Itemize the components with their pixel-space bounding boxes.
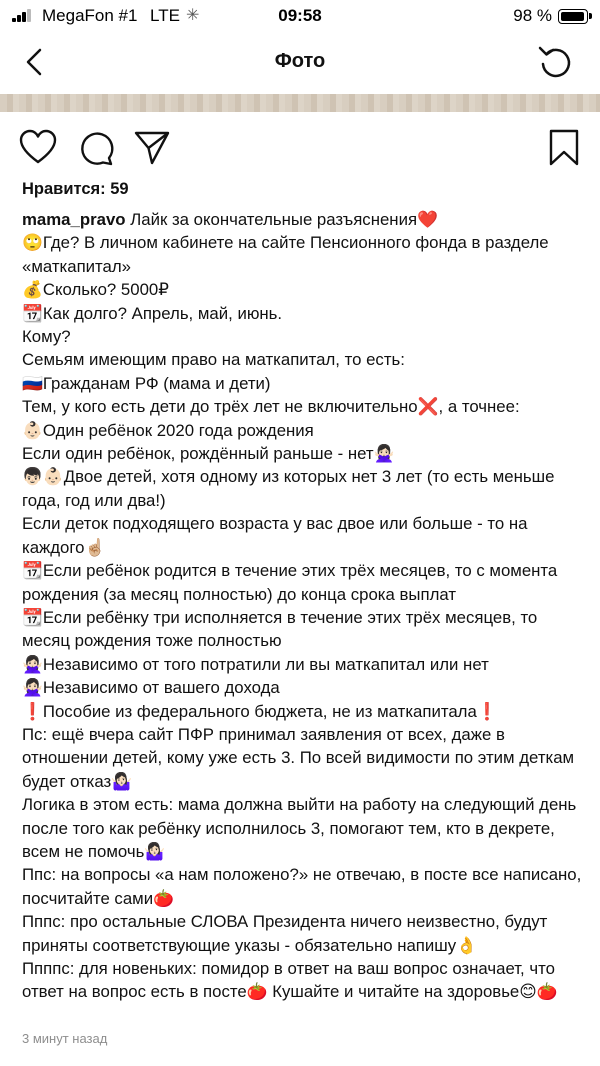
- share-button[interactable]: [132, 128, 172, 168]
- caption-line: 💰Сколько? 5000₽: [22, 280, 169, 300]
- caption-line: 🙄Где? В личном кабинете на сайте Пенсионного фонда в разделе «маткапитал»: [22, 233, 549, 276]
- likes-count[interactable]: Нравится: 59: [22, 180, 129, 198]
- post-timestamp: 3 минут назад: [22, 1031, 108, 1046]
- clock: 09:58: [278, 6, 322, 25]
- post-caption: [22, 208, 584, 1004]
- bookmark-icon: [544, 128, 584, 168]
- caption-line: 🙅🏻‍♀️Независимо от того потратили ли вы маткапитал или нет: [22, 654, 489, 674]
- caption-line: 📆Если ребёнку три исполняется в течение этих трёх месяцев, то месяц рождения тоже полностью: [22, 607, 538, 651]
- page-title: Фото: [274, 50, 326, 72]
- status-bar: [0, 0, 600, 32]
- caption-line: 👦🏻👶🏻Двое детей, хотя одному из которых нет 3 лет (то есть меньше года, год или два!): [22, 467, 555, 510]
- caption-line: ❗️Пособие из федерального бюджета, не из маткапитала❗️: [22, 701, 498, 721]
- caption-line: Логика в этом есть: мама должна выйти на работу на следующий день после того как ребёнку исполнилось 3, помогают тем, кто в декрете, всем не помочь🤷🏻‍♀️: [22, 795, 577, 861]
- caption-line: Пс: ещё вчера сайт ПФР принимал заявления от всех, даже в отношении детей, кому уже есть 3. По всей видимости по этим деткам будет отказ🤷🏻‍♀️: [22, 724, 575, 791]
- caption-first-line: [22, 208, 584, 231]
- caption-line: 📆Как долго? Апрель, май, июнь.: [22, 303, 283, 323]
- caption-line: Если деток подходящего возраста у вас двое или больше - то на каждого☝🏼: [22, 514, 528, 557]
- caption-line: 📆Если ребёнок родится в течение этих трёх месяцев, то с момента рождения (за месяц полностью) до конца срока выплат: [22, 561, 558, 604]
- post-photo[interactable]: [0, 94, 600, 112]
- caption-line: 🙅🏻‍♀️Независимо от вашего дохода: [22, 678, 280, 698]
- nav-bar: [0, 32, 600, 94]
- caption-line: Если один ребёнок, рождённый раньше - нет🙅🏻‍♀️: [22, 444, 395, 464]
- paper-plane-icon: [132, 128, 172, 168]
- comment-button[interactable]: [76, 128, 116, 168]
- bookmark-button[interactable]: [544, 128, 584, 168]
- post-actions: [0, 124, 600, 172]
- like-button[interactable]: [18, 128, 58, 168]
- caption-line: Тем, у кого есть дети до трёх лет не включительно❌, а точнее:: [22, 397, 520, 417]
- battery-level: [561, 12, 584, 21]
- caption-line: Кому?: [22, 327, 71, 347]
- caption-text: Лайк за окончательные разъяснения❤️: [130, 210, 438, 229]
- caption-line: Ппппс: для новеньких: помидор в ответ на ваш вопрос означает, что ответ на вопрос есть в посте🍅 Кушайте и читайте на здоровье😊🍅: [22, 959, 558, 1002]
- username-link[interactable]: mama_pravo: [22, 210, 126, 229]
- caption-line: 👶🏻Один ребёнок 2020 года рождения: [22, 420, 314, 440]
- battery-icon: [558, 9, 588, 24]
- caption-line: Пппс: про остальные СЛОВА Президента ничего неизвестно, будут приняты соответствующие указы - обязательно напишу👌: [22, 912, 548, 955]
- refresh-button[interactable]: [536, 42, 574, 80]
- activity-spinner-icon: ✳: [186, 7, 200, 24]
- comment-icon: [76, 128, 116, 168]
- heart-icon: [18, 128, 58, 168]
- caption-line: 🇷🇺Гражданам РФ (мама и дети): [22, 373, 271, 393]
- caption-line: Семьям имеющим право на маткапитал, то есть:: [22, 350, 405, 370]
- refresh-icon: [536, 42, 574, 80]
- network-type: LTE: [150, 6, 180, 25]
- battery-percent: 98 %: [513, 6, 552, 25]
- carrier-name: MegaFon #1: [42, 6, 138, 25]
- caption-line: Ппс: на вопросы «а нам положено?» не отвечаю, в посте все написано, посчитайте сами🍅: [22, 865, 582, 908]
